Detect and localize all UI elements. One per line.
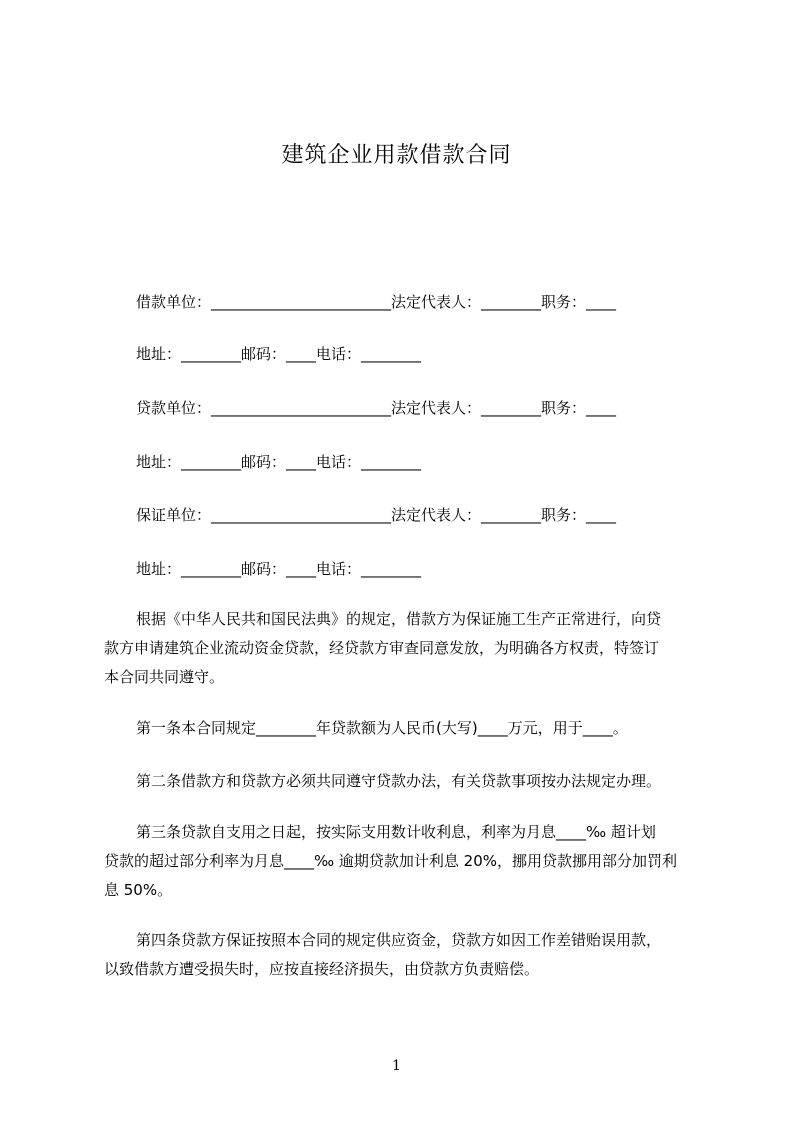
preamble-line: 款方申请建筑企业流动资金贷款，经贷款方审查同意发放，为明确各方权责，特签订 [104, 639, 660, 657]
article-2: 第二条借款方和贷款方必须共同遵守贷款办法，有关贷款事项按办法规定办理。 [136, 772, 662, 790]
article-4-line: 第四条贷款方保证按照本合同的规定供应资金，贷款方如因工作差错贻误用款， [136, 931, 662, 949]
article-3-line: 第三条贷款自支用之日起，按实际支用数计收利息，利率为月息____‰ 超计划 [136, 823, 656, 841]
guarantor-info-line: 保证单位：________________________法定代表人：________职务：____ [136, 506, 617, 524]
page-number: 1 [392, 1058, 401, 1074]
lender-address-line: 地址：________邮码：____电话：________ [136, 453, 422, 471]
article-3-line: 息 50%。 [104, 881, 173, 899]
preamble-line: 本合同共同遵守。 [104, 668, 225, 686]
article-4-paragraph [104, 926, 704, 984]
borrower-info-line: 借款单位：________________________法定代表人：________职务：____ [136, 293, 617, 311]
guarantor-address-line: 地址：________邮码：____电话：________ [136, 560, 422, 578]
article-1: 第一条本合同规定________年贷款额为人民币(大写)____万元，用于____。 [136, 719, 628, 737]
preamble-line: 根据《中华人民共和国民法典》的规定，借款方为保证施工生产正常进行，向贷 [136, 610, 662, 628]
document-title: 建筑企业用款借款合同 [281, 143, 512, 168]
lender-info-line: 贷款单位：________________________法定代表人：________职务：____ [136, 399, 617, 417]
borrower-address-line: 地址：________邮码：____电话：________ [136, 345, 422, 363]
article-3-line: 贷款的超过部分利率为月息____‰ 逾期贷款加计利息 20%，挪用贷款挪用部分加罚利 [104, 852, 678, 870]
article-4-line: 以致借款方遭受损失时，应按直接经济损失，由贷款方负责赔偿。 [104, 960, 540, 978]
article-3-paragraph [104, 818, 704, 905]
preamble-paragraph [104, 605, 704, 692]
